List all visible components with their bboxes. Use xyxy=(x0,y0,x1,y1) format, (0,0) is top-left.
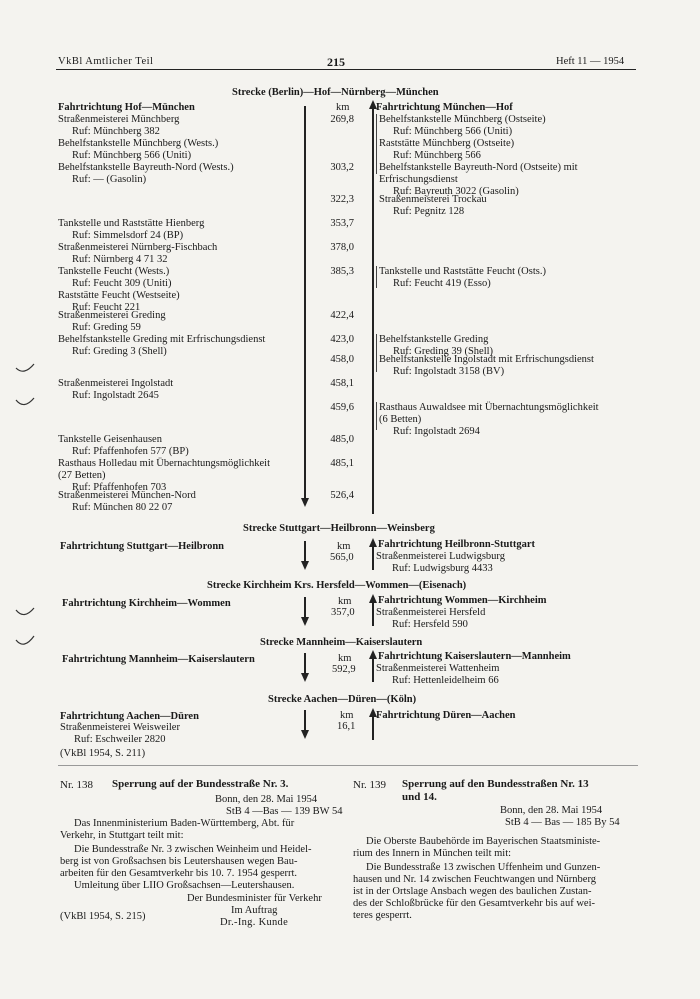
bracket-line xyxy=(376,334,377,372)
direction-left: Fahrtrichtung Stuttgart—Heilbronn xyxy=(60,541,225,552)
right-line: Ruf: Ludwigsburg 4433 xyxy=(392,563,493,574)
service-entry-left-detail: Ruf: Feucht 309 (Uniti) xyxy=(72,277,172,289)
km-header: km xyxy=(338,653,352,664)
right-line: Straßenmeisterei Wattenheim xyxy=(376,663,500,674)
km-header: km xyxy=(340,710,354,721)
service-entry-right-name: Behelfstankstelle Münchberg (Ostseite) xyxy=(379,114,546,125)
notice-body-line: des der Schloßbrücke für den Gesamtverkehr bis auf wei- xyxy=(353,898,595,909)
signer-line: Im Auftrag xyxy=(231,905,278,916)
direction-left: Fahrtrichtung Mannheim—Kaiserslautern xyxy=(62,654,255,665)
service-entry-right-name: Rasthaus Auwaldsee mit Übernachtungsmöglichkeit xyxy=(379,402,599,413)
direction-right: Fahrtrichtung Heilbronn-Stuttgart xyxy=(378,539,536,550)
direction-right: Fahrtrichtung München—Hof xyxy=(376,102,513,113)
signer-line: Der Bundesminister für Verkehr xyxy=(187,893,322,904)
km-value: 322,3 xyxy=(330,194,354,205)
notice-title: und 14. xyxy=(402,791,437,803)
left-line: Straßenmeisterei Weisweiler xyxy=(60,722,180,733)
service-entry-right-name: Behelfstankstelle Greding xyxy=(379,334,489,345)
service-entry-left-name: Behelfstankstelle Greding mit Erfrischungsdienst xyxy=(58,334,266,345)
service-entry-left-name: Straßenmeisterei München-Nord xyxy=(58,490,196,501)
service-entry-left-name: Straßenmeisterei Ingolstadt xyxy=(58,378,174,389)
service-entry-left-detail: Ruf: Greding 3 (Shell) xyxy=(72,345,167,357)
signer-name: Dr.-Ing. Kunde xyxy=(220,917,289,928)
running-header-right: Heft 11 — 1954 xyxy=(556,56,625,67)
service-entry-right-name: Raststätte Münchberg (Ostseite) xyxy=(379,138,515,149)
service-entry-left-name: Raststätte Feucht (Westseite) xyxy=(58,290,180,301)
section-title-kirchheim: Strecke Kirchheim Krs. Hersfeld—Wommen—(Eisenach) xyxy=(207,580,467,591)
notice-body-line: hausen und Nr. 14 zwischen Feuchtwangen und Nürnberg xyxy=(353,874,597,885)
notice-number: Nr. 139 xyxy=(353,779,386,791)
service-entry-left-name: Rasthaus Holledau mit Übernachtungsmöglichkeit xyxy=(58,458,270,469)
notice-intro-line: Das Innenministerium Baden-Württemberg, Abt. für xyxy=(74,818,295,829)
service-entry-left-detail: Ruf: Pfaffenhofen 577 (BP) xyxy=(72,445,189,457)
km-value: 459,6 xyxy=(330,402,354,413)
notice-title: Sperrung auf der Bundesstraße Nr. 3. xyxy=(112,778,289,790)
service-entry-left-detail: Ruf: Münchberg 566 (Uniti) xyxy=(72,149,192,161)
km-value: 378,0 xyxy=(330,242,354,253)
service-entry-left-detail: (27 Betten) xyxy=(58,469,106,481)
km-value: 485,1 xyxy=(330,458,354,469)
right-line: Ruf: Hersfeld 590 xyxy=(392,619,468,630)
service-entry-left-name: Tankstelle Feucht (Wests.) xyxy=(58,266,170,277)
bracket-line xyxy=(376,114,377,174)
direction-left: Fahrtrichtung Aachen—Düren xyxy=(60,711,199,722)
service-entry-right-name: Behelfstankstelle Ingolstadt mit Erfrischungsdienst xyxy=(379,354,594,365)
right-line: Straßenmeisterei Hersfeld xyxy=(376,607,486,618)
km-value: 565,0 xyxy=(330,552,354,563)
notice-date: Bonn, den 28. Mai 1954 xyxy=(215,794,318,805)
km-value: 422,4 xyxy=(330,310,354,321)
notice-intro-line: Die Oberste Baubehörde im Bayerischen Staatsministe- xyxy=(366,836,601,847)
source-reference: (VkBl 1954, S. 211) xyxy=(60,748,146,759)
service-entry-right-detail: (6 Betten) xyxy=(379,413,422,425)
service-entry-left-detail: Ruf: München 80 22 07 xyxy=(72,501,173,513)
service-entry-right-detail: Ruf: Pegnitz 128 xyxy=(393,205,465,217)
section-title-mannheim: Strecke Mannheim—Kaiserslautern xyxy=(260,637,423,648)
service-entry-right-detail: Ruf: Bayreuth 3022 (Gasolin) xyxy=(393,185,519,197)
direction-left: Fahrtrichtung Kirchheim—Wommen xyxy=(62,598,231,609)
service-entry-left-name: Straßenmeisterei Greding xyxy=(58,310,166,321)
direction-right: Fahrtrichtung Wommen—Kirchheim xyxy=(378,595,547,606)
notice-date: Bonn, den 28. Mai 1954 xyxy=(500,805,603,816)
km-value: 385,3 xyxy=(330,266,354,277)
notice-source: (VkBl 1954, S. 215) xyxy=(60,911,146,922)
section-title-hof-muenchen: Strecke (Berlin)—Hof—Nürnberg—München xyxy=(232,87,439,98)
section-divider xyxy=(58,765,638,766)
service-entry-right-detail: Ruf: Ingolstadt 2694 xyxy=(393,425,480,437)
service-entry-right-name: Behelfstankstelle Bayreuth-Nord (Ostseite) mit xyxy=(379,162,578,173)
service-entry-left-name: Behelfstankstelle Münchberg (Wests.) xyxy=(58,138,219,149)
km-value: 423,0 xyxy=(330,334,354,345)
notice-body-line: Die Bundesstraße 13 zwischen Uffenheim und Gunzen- xyxy=(366,862,601,873)
notice-title: Sperrung auf den Bundesstraßen Nr. 13 xyxy=(402,778,589,790)
notice-body-line: Umleitung über LIIO Großsachsen—Leutershausen. xyxy=(74,880,295,891)
service-entry-left-detail: Ruf: Feucht 221 xyxy=(72,301,141,313)
km-value: 353,7 xyxy=(330,218,354,229)
notice-ref: StB 4 — Bas — 185 By 54 xyxy=(505,817,620,828)
notice-ref: StB 4 —Bas — 139 BW 54 xyxy=(226,806,343,817)
page-number: 215 xyxy=(327,55,345,69)
service-entry-left-name: Behelfstankstelle Bayreuth-Nord (Wests.) xyxy=(58,162,234,173)
notice-intro-line: Verkehr, in Stuttgart teilt mit: xyxy=(60,830,184,841)
notice-body-line: Die Bundesstraße Nr. 3 zwischen Weinheim und Heidel- xyxy=(74,844,312,855)
km-value: 458,0 xyxy=(330,354,354,365)
km-value: 16,1 xyxy=(337,721,356,732)
service-entry-left-detail: Ruf: Pfaffenhofen 703 xyxy=(72,481,167,493)
km-header: km xyxy=(337,541,351,552)
service-entry-left-detail: Ruf: — (Gasolin) xyxy=(72,173,147,185)
km-value: 357,0 xyxy=(331,607,355,618)
km-header: km xyxy=(338,596,352,607)
service-entry-right-detail: Erfrischungsdienst xyxy=(379,173,458,185)
right-line: Straßenmeisterei Ludwigsburg xyxy=(376,551,505,562)
direction-left: Fahrtrichtung Hof—München xyxy=(58,102,195,113)
service-entry-left-detail: Ruf: Simmelsdorf 24 (BP) xyxy=(72,229,184,241)
service-entry-right-name: Straßenmeisterei Trockau xyxy=(379,194,487,205)
direction-right: Fahrtrichtung Düren—Aachen xyxy=(376,710,516,721)
service-entry-left-name: Straßenmeisterei Nürnberg-Fischbach xyxy=(58,242,218,253)
service-entry-right-name: Tankstelle und Raststätte Feucht (Osts.) xyxy=(379,266,546,277)
right-line: Ruf: Hettenleidelheim 66 xyxy=(392,675,499,686)
km-value: 526,4 xyxy=(330,490,354,501)
km-value: 458,1 xyxy=(330,378,354,389)
notice-number: Nr. 138 xyxy=(60,779,93,791)
km-header: km xyxy=(336,102,350,113)
margin-marks xyxy=(14,360,38,660)
service-entry-left-detail: Ruf: Ingolstadt 2645 xyxy=(72,389,159,401)
service-entry-right-detail: Ruf: Ingolstadt 3158 (BV) xyxy=(393,365,505,377)
notice-body-line: arbeiten für den Gesamtverkehr bis 10. 7. 1954 gesperrt. xyxy=(60,868,298,879)
left-line: Ruf: Eschweiler 2820 xyxy=(74,734,166,745)
service-entry-right-detail: Ruf: Münchberg 566 xyxy=(393,149,481,161)
section-title-aachen: Strecke Aachen—Düren—(Köln) xyxy=(268,694,417,705)
service-entry-left-detail: Ruf: Nürnberg 4 71 32 xyxy=(72,253,168,265)
running-header-left: VkBl Amtlicher Teil xyxy=(58,56,154,67)
km-value: 269,8 xyxy=(330,114,354,125)
service-entry-left-name: Tankstelle Geisenhausen xyxy=(58,434,162,445)
bracket-line xyxy=(376,402,377,430)
service-entry-left-detail: Ruf: Greding 59 xyxy=(72,321,141,333)
service-entry-left-name: Tankstelle und Raststätte Hienberg xyxy=(58,218,205,229)
notice-body-line: ist in der Ortslage Ansbach wegen des baulichen Zustan- xyxy=(353,886,592,897)
header-rule xyxy=(56,69,636,70)
km-value: 592,9 xyxy=(332,664,356,675)
km-value: 485,0 xyxy=(330,434,354,445)
service-entry-right-detail: Ruf: Feucht 419 (Esso) xyxy=(393,277,491,289)
notice-body-line: berg ist von Großsachsen bis Leutershausen wegen Bau- xyxy=(60,856,298,867)
km-value: 303,2 xyxy=(330,162,354,173)
bracket-line xyxy=(376,266,377,288)
notice-body-line: teres gesperrt. xyxy=(353,910,412,921)
section-title-stuttgart: Strecke Stuttgart—Heilbronn—Weinsberg xyxy=(243,523,435,534)
service-entry-left-detail: Ruf: Münchberg 382 xyxy=(72,125,160,137)
notice-intro-line: rium des Innern in München teilt mit: xyxy=(353,848,512,859)
service-entry-right-detail: Ruf: Münchberg 566 (Uniti) xyxy=(393,125,513,137)
service-entry-right-detail: Ruf: Greding 39 (Shell) xyxy=(393,345,494,357)
direction-right: Fahrtrichtung Kaiserslautern—Mannheim xyxy=(378,651,571,662)
service-entry-left-name: Straßenmeisterei Münchberg xyxy=(58,114,180,125)
